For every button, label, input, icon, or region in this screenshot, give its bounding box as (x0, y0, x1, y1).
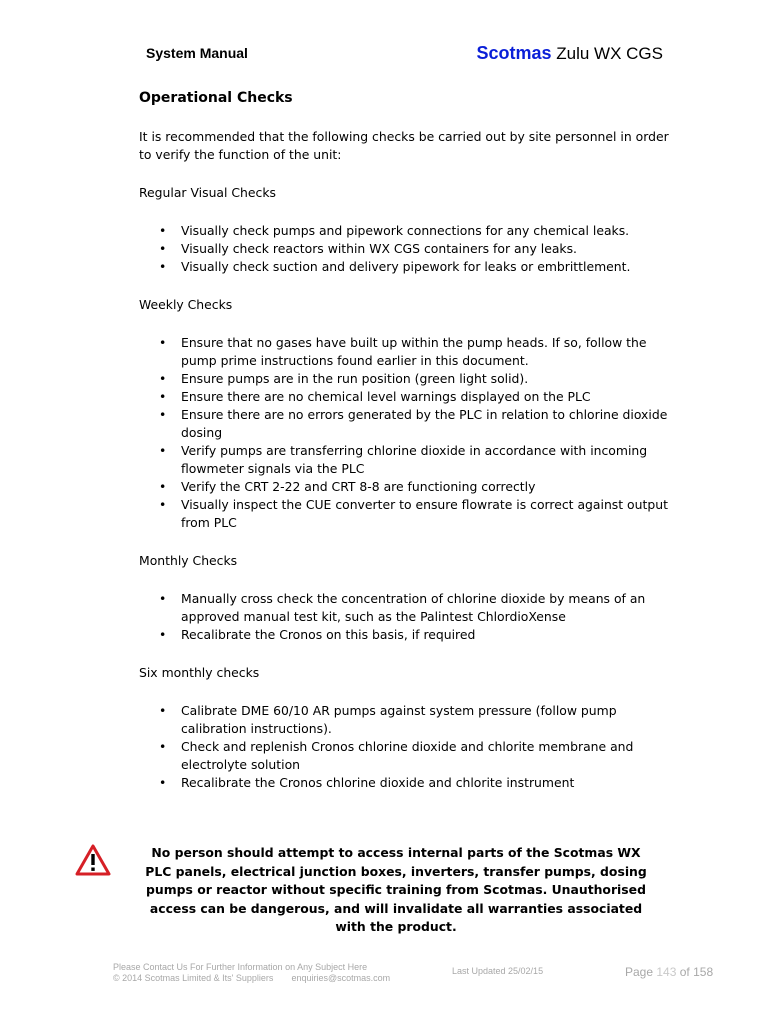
warning-text: No person should attempt to access internal parts of the Scotmas WX PLC panels, electrical junction boxes, inverters, transfer pumps, dosing pumps or reactor without specific training from Scotmas. Unauthorised access can be dangerous, and will invalidate all warranties associated with the product. (145, 845, 647, 934)
section-heading-monthly: Monthly Checks (139, 553, 238, 568)
footer-page-number (625, 965, 713, 979)
list-item: • Manually cross check the concentration of chlorine dioxide by means of an approved manual test kit, such as the Palintest ChlordioXense (139, 590, 669, 626)
warning-box (75, 844, 715, 934)
list-six-monthly-checks (139, 702, 669, 792)
list-item: • Ensure that no gases have built up within the pump heads. If so, follow the pump prime instructions found earlier in this document. (139, 334, 669, 370)
list-item: • Ensure there are no errors generated by the PLC in relation to chlorine dioxide dosing (139, 406, 669, 442)
list-item: • Calibrate DME 60/10 AR pumps against system pressure (follow pump calibration instructions). (139, 702, 669, 738)
footer-copyright: © 2014 Scotmas Limited & Its' Suppliers (113, 973, 274, 983)
product-name: Zulu WX CGS (556, 44, 663, 63)
page-current: 143 (656, 965, 677, 979)
intro-paragraph: It is recommended that the following checks be carried out by site personnel in order to verify the function of the unit: (139, 129, 669, 162)
page-total: of 158 (679, 965, 714, 979)
list-regular-checks (139, 222, 669, 276)
list-item: • Visually check reactors within WX CGS containers for any leaks. (139, 240, 669, 258)
list-item: • Visually inspect the CUE converter to ensure flowrate is correct against output from PLC (139, 496, 669, 532)
footer-contact-block (113, 962, 390, 984)
list-monthly-checks (139, 590, 669, 644)
footer-contact-link[interactable]: Please Contact Us For Further Information on Any Subject Here (113, 962, 368, 972)
list-item: • Verify pumps are transferring chlorine dioxide in accordance with incoming flowmeter signals via the PLC (139, 442, 669, 478)
list-item: • Visually check suction and delivery pipework for leaks or embrittlement. (139, 258, 669, 276)
section-heading-six-monthly: Six monthly checks (139, 665, 260, 680)
list-item: • Ensure there are no chemical level warnings displayed on the PLC (139, 388, 669, 406)
list-item: • Verify the CRT 2-22 and CRT 8-8 are functioning correctly (139, 478, 669, 496)
section-heading-weekly: Weekly Checks (139, 297, 233, 312)
header-manual-title: System Manual (146, 45, 248, 61)
main-content (139, 88, 669, 812)
page-title: Operational Checks (139, 90, 293, 106)
list-item: • Recalibrate the Cronos chlorine dioxide and chlorite instrument (139, 774, 669, 792)
list-item: • Recalibrate the Cronos on this basis, if required (139, 626, 669, 644)
brand-name: Scotmas (476, 43, 552, 63)
footer-last-updated: Last Updated 25/02/15 (452, 966, 544, 976)
section-heading-regular: Regular Visual Checks (139, 185, 276, 200)
warning-triangle-icon (75, 844, 111, 876)
page-label: Page (625, 965, 654, 979)
list-weekly-checks (139, 334, 669, 532)
list-item: • Ensure pumps are in the run position (green light solid). (139, 370, 669, 388)
list-item: • Check and replenish Cronos chlorine dioxide and chlorite membrane and electrolyte solution (139, 738, 669, 774)
footer-email-link[interactable]: enquiries@scotmas.com (291, 973, 391, 983)
list-item: • Visually check pumps and pipework connections for any chemical leaks. (139, 222, 669, 240)
header-product (476, 43, 663, 64)
